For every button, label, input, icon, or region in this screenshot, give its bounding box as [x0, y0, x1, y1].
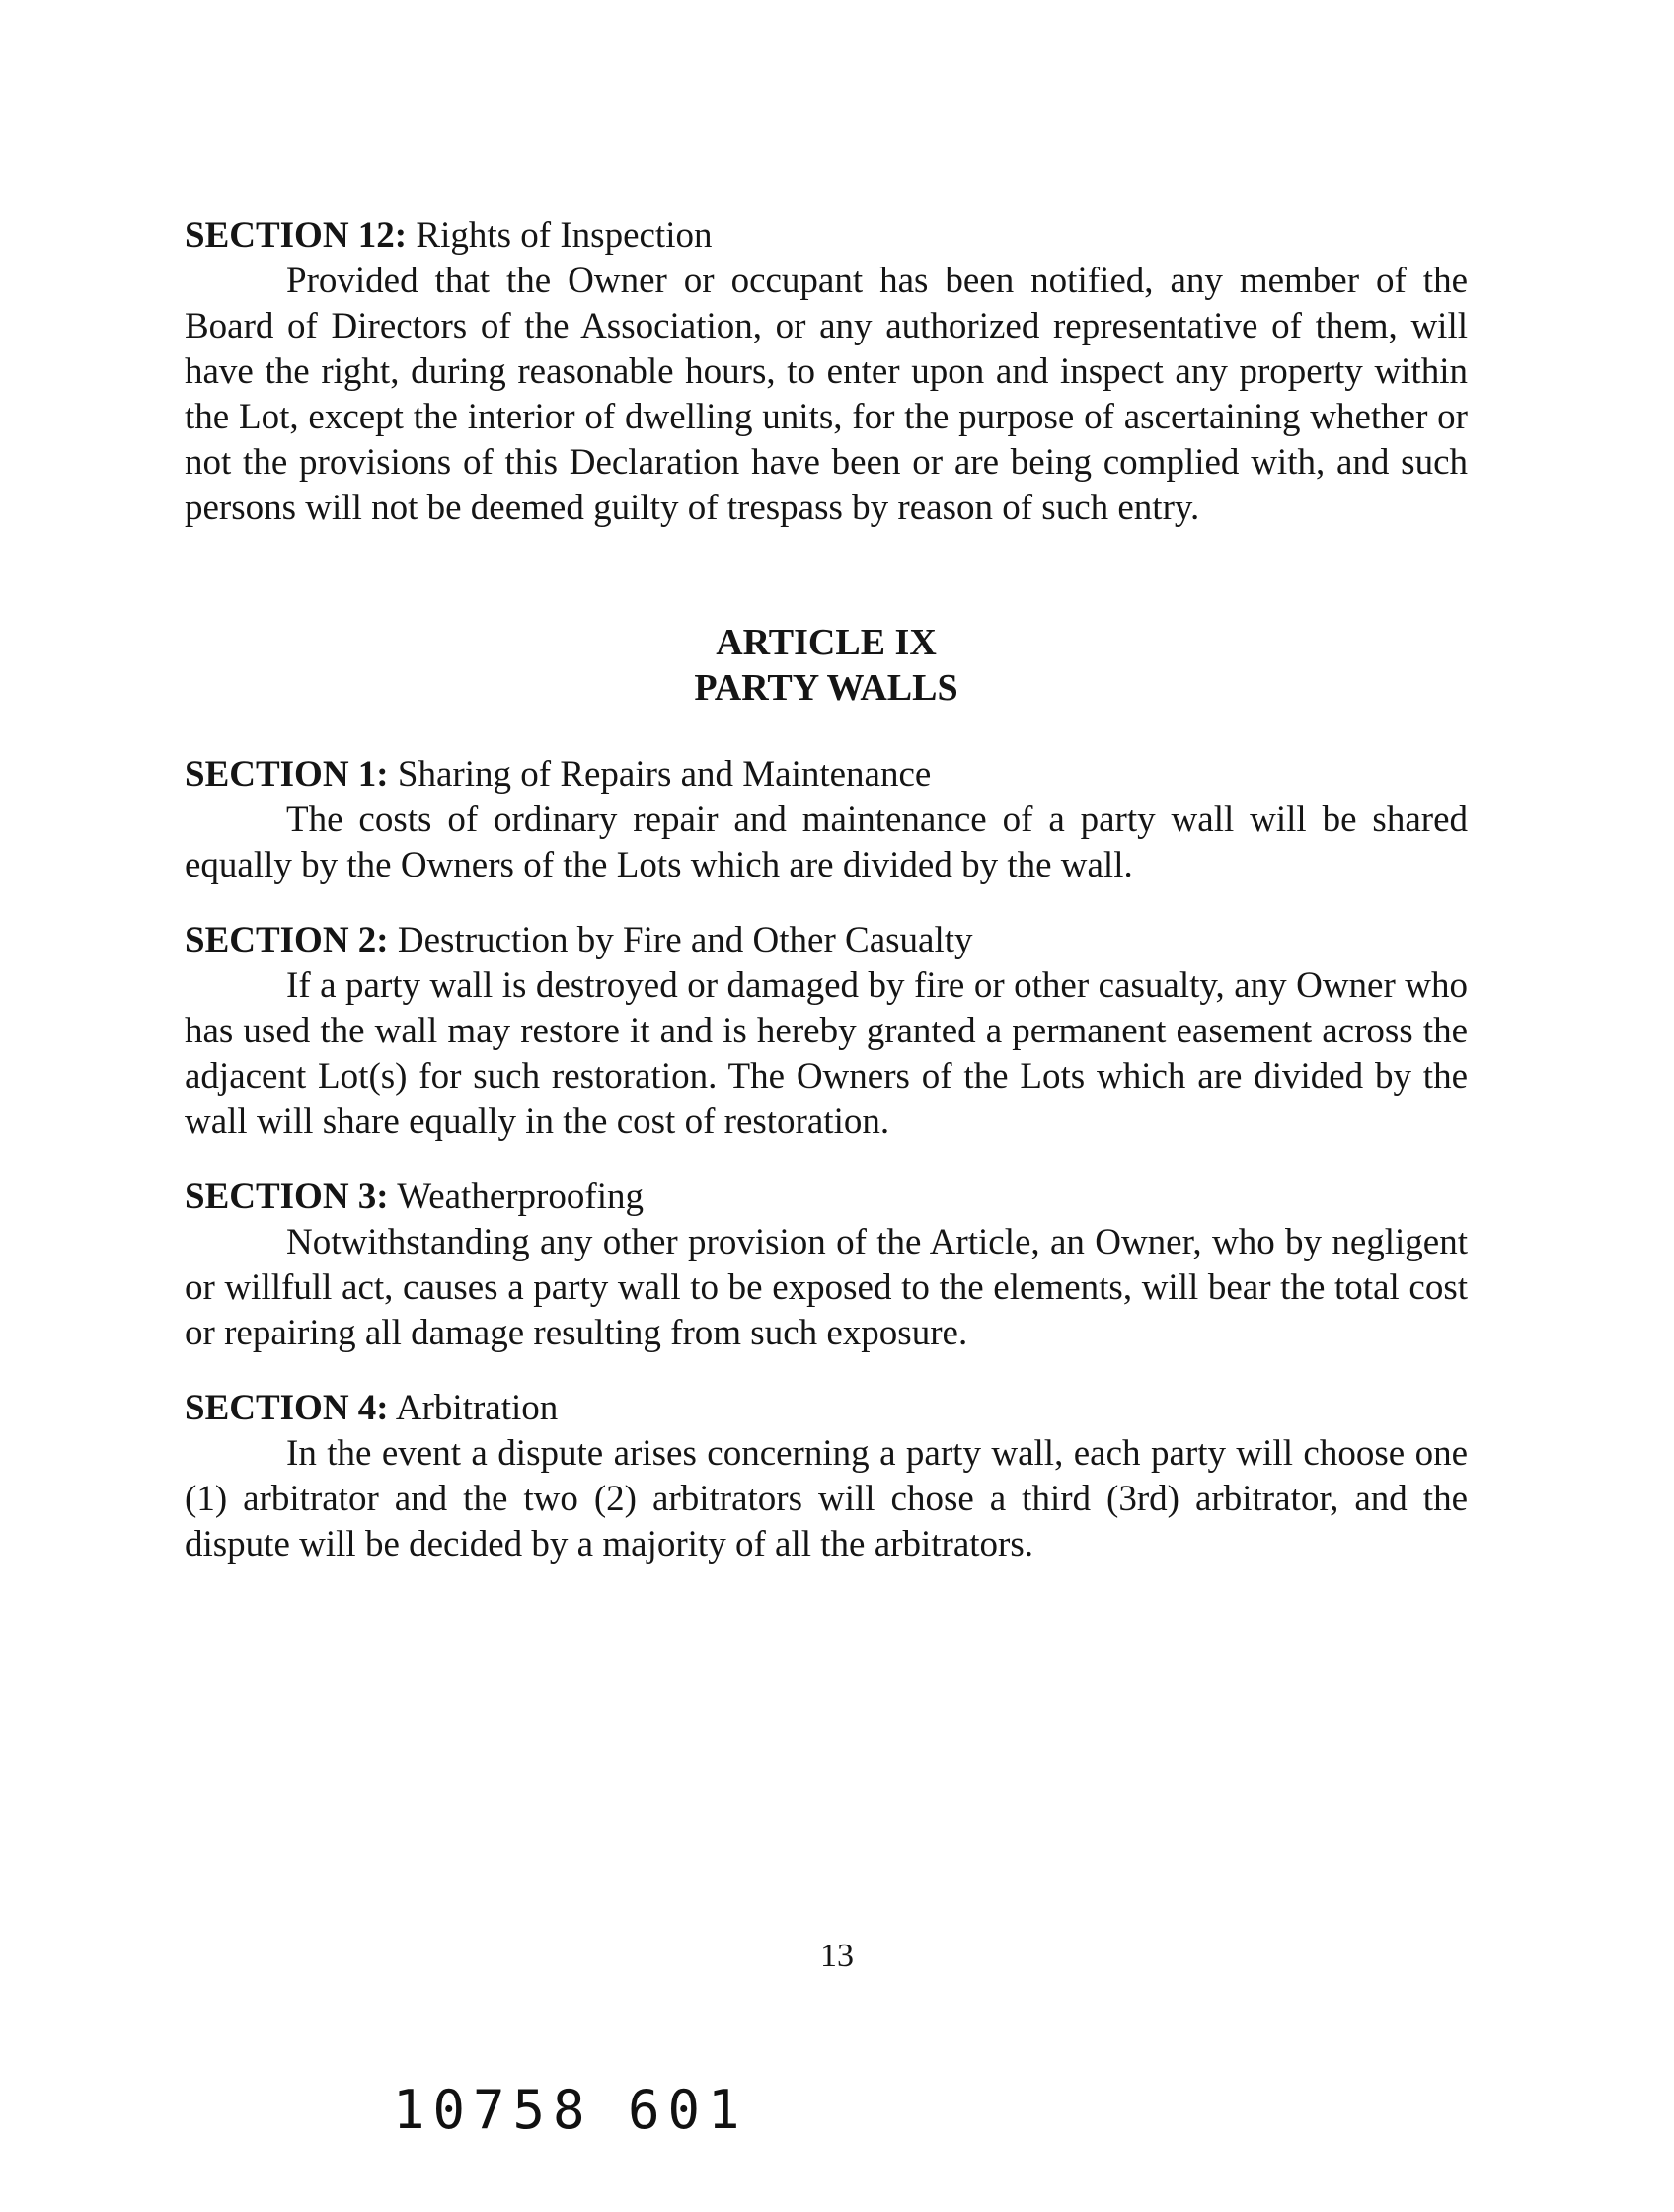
- recording-stamp-book: 10758: [393, 2079, 593, 2141]
- spacer: [185, 1356, 1468, 1386]
- section-title: Sharing of Repairs and Maintenance: [397, 754, 932, 795]
- section-label: SECTION 12:: [185, 215, 408, 256]
- section-body: Provided that the Owner or occupant has been notified, any member of the Board of Directors of the Association, or any authorized representative of them, will have the right, during reasonable hours, to enter upon and inspect any property within the Lot, except the interior of dwelling units, for the purpose of ascertaining whether or not the provisions of this Declaration have been or are being complied with, and such persons will not be deemed guilty of trespass by reason of such entry.: [185, 261, 1468, 528]
- article-heading: [185, 620, 1468, 711]
- section-heading: [185, 1386, 1468, 1431]
- article-title: PARTY WALLS: [694, 667, 958, 709]
- section-body: If a party wall is destroyed or damaged by fire or other casualty, any Owner who has used the wall may restore it and is hereby granted a permanent easement across the adjacent Lot(s) for such restoration. The Owners of the Lots which are divided by the wall will share equally in the cost of restoration.: [185, 965, 1468, 1142]
- page-number: 13: [820, 1938, 854, 1974]
- section-body: The costs of ordinary repair and maintenance of a party wall will be shared equally by the Owners of the Lots which are divided by the wall.: [185, 800, 1468, 885]
- spacer: [185, 531, 1468, 620]
- section-title: Destruction by Fire and Other Casualty: [397, 920, 973, 960]
- spacer: [185, 1145, 1468, 1175]
- section-4-arbitration: [185, 1386, 1468, 1567]
- section-12-rights-of-inspection: [185, 213, 1468, 531]
- section-label: SECTION 4:: [185, 1388, 389, 1428]
- section-heading: [185, 752, 1468, 798]
- section-3-weatherproofing: [185, 1175, 1468, 1356]
- section-heading: [185, 918, 1468, 963]
- section-title: Rights of Inspection: [416, 215, 713, 256]
- spacer: [185, 888, 1468, 918]
- section-label: SECTION 3:: [185, 1177, 389, 1217]
- section-1-sharing-of-repairs: [185, 752, 1468, 888]
- section-body: In the event a dispute arises concerning a party wall, each party will choose one (1) arbitrator and the two (2) arbitrators will chose a third (3rd) arbitrator, and the dispute will be decided by a majority of all the arbitrators.: [185, 1433, 1468, 1564]
- recording-stamp-page: 601: [628, 2079, 748, 2141]
- section-body: Notwithstanding any other provision of the Article, an Owner, who by negligent or willfull act, causes a party wall to be exposed to the elements, will bear the total cost or repairing all damage resulting from such exposure.: [185, 1222, 1468, 1353]
- section-label: SECTION 2:: [185, 920, 389, 960]
- spacer: [185, 711, 1468, 752]
- section-title: Arbitration: [395, 1388, 559, 1428]
- section-title: Weatherproofing: [397, 1177, 644, 1217]
- section-2-destruction-by-fire: [185, 918, 1468, 1145]
- article-number: ARTICLE IX: [716, 622, 937, 663]
- section-heading: [185, 213, 1468, 259]
- section-label: SECTION 1:: [185, 754, 389, 795]
- section-heading: [185, 1175, 1468, 1220]
- document-content: [185, 213, 1468, 1567]
